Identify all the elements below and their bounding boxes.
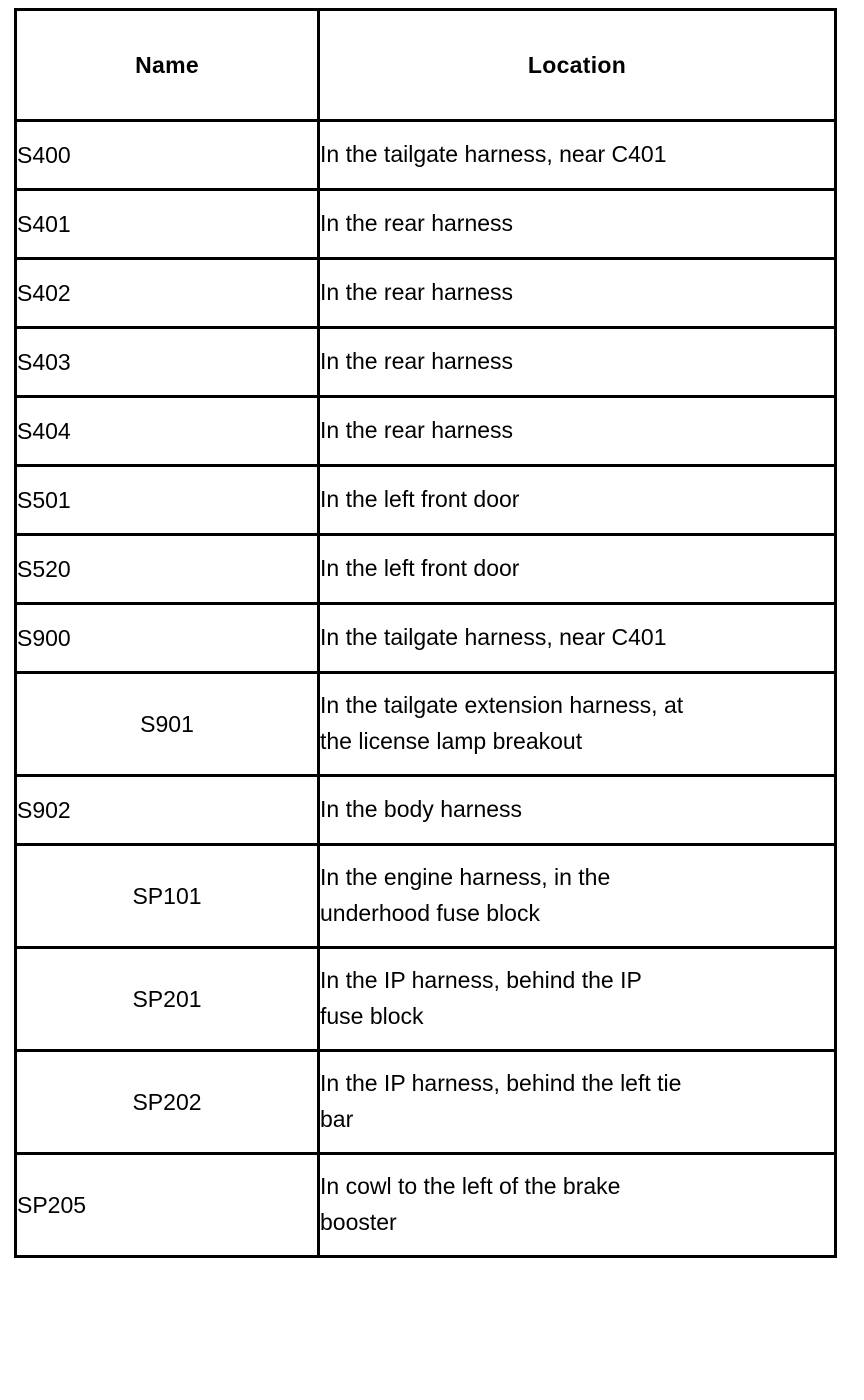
location-line: bar [320, 1106, 354, 1132]
cell-location [319, 673, 836, 776]
cell-name: S520 [16, 535, 319, 604]
column-header-name: Name [16, 10, 319, 121]
cell-name: SP205 [16, 1154, 319, 1257]
table-row [16, 259, 836, 328]
cell-location [319, 190, 836, 259]
location-line: In the rear harness [320, 210, 514, 237]
location-line: In the rear harness [320, 417, 514, 444]
cell-name: SP202 [16, 1051, 319, 1154]
location-line: In the tailgate harness, near C401 [320, 141, 667, 168]
table-body [16, 121, 836, 1257]
cell-name: S404 [16, 397, 319, 466]
cell-name: S401 [16, 190, 319, 259]
cell-name: S900 [16, 604, 319, 673]
location-line: booster [320, 1209, 397, 1235]
cell-location [319, 776, 836, 845]
table-row [16, 328, 836, 397]
location-line: In the tailgate extension harness, at [320, 692, 684, 719]
cell-name: S400 [16, 121, 319, 190]
location-line: In the IP harness, behind the IP [320, 967, 642, 994]
table-row [16, 1154, 836, 1257]
column-header-location: Location [319, 10, 836, 121]
location-line: In the tailgate harness, near C401 [320, 624, 667, 651]
cell-name: S403 [16, 328, 319, 397]
location-line: In the rear harness [320, 279, 514, 306]
table-row [16, 466, 836, 535]
table-row [16, 190, 836, 259]
cell-location [319, 466, 836, 535]
cell-name: S902 [16, 776, 319, 845]
cell-location [319, 1154, 836, 1257]
table-header-row [16, 10, 836, 121]
cell-location [319, 948, 836, 1051]
cell-name: S402 [16, 259, 319, 328]
location-line: In the rear harness [320, 348, 514, 375]
table-header [16, 10, 836, 121]
location-line: In the left front door [320, 555, 520, 582]
document-page [0, 8, 864, 1400]
location-line: underhood fuse block [320, 900, 540, 926]
table-row [16, 776, 836, 845]
cell-name: S501 [16, 466, 319, 535]
location-line: the license lamp breakout [320, 728, 583, 754]
cell-name: SP201 [16, 948, 319, 1051]
table-row [16, 948, 836, 1051]
cell-location [319, 328, 836, 397]
cell-location [319, 121, 836, 190]
cell-location [319, 259, 836, 328]
cell-name: S901 [16, 673, 319, 776]
location-line: In the left front door [320, 486, 520, 513]
location-line: In the engine harness, in the [320, 864, 611, 891]
table-row [16, 1051, 836, 1154]
location-line: In the IP harness, behind the left tie [320, 1070, 682, 1097]
table-row [16, 604, 836, 673]
cell-location [319, 397, 836, 466]
cell-location [319, 1051, 836, 1154]
cell-location [319, 604, 836, 673]
splice-location-table [14, 8, 837, 1258]
location-line: In cowl to the left of the brake [320, 1173, 621, 1200]
table-row [16, 673, 836, 776]
table-row [16, 121, 836, 190]
table-row [16, 397, 836, 466]
cell-name: SP101 [16, 845, 319, 948]
table-row [16, 845, 836, 948]
cell-location [319, 845, 836, 948]
table-row [16, 535, 836, 604]
location-line: fuse block [320, 1003, 424, 1029]
cell-location [319, 535, 836, 604]
location-line: In the body harness [320, 796, 523, 823]
